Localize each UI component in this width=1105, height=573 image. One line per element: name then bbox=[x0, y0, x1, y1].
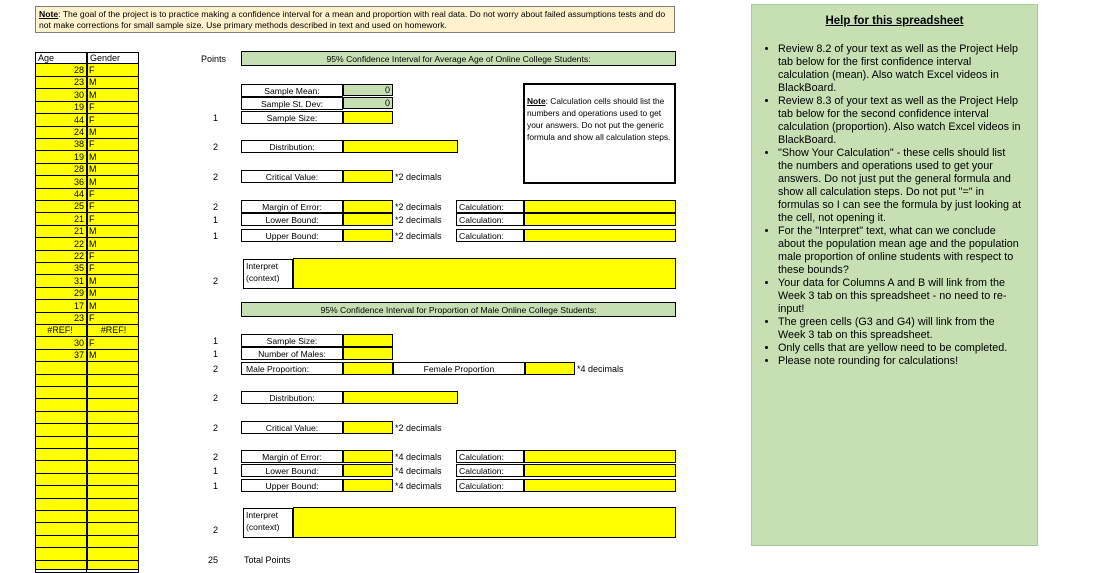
help-panel bbox=[751, 4, 1038, 546]
sample-sd-label: Sample St. Dev: bbox=[241, 97, 343, 110]
gender-header: Gender bbox=[87, 52, 139, 64]
upper-calc-label: Calculation: bbox=[456, 229, 524, 242]
age-cell[interactable]: 25 bbox=[35, 200, 87, 213]
gender-cell[interactable]: M bbox=[87, 238, 139, 251]
lower-calc-label: Calculation: bbox=[456, 213, 524, 226]
gender-cell[interactable]: F bbox=[87, 312, 139, 325]
age-cell[interactable]: 35 bbox=[35, 262, 87, 275]
margin-input[interactable] bbox=[343, 200, 393, 213]
gender-cell[interactable]: F bbox=[87, 213, 139, 226]
prop-interpret-input[interactable] bbox=[293, 507, 676, 538]
age-cell[interactable]: 29 bbox=[35, 287, 87, 300]
prop-lower-decimals-note: *4 decimals bbox=[395, 466, 442, 476]
age-cell[interactable] bbox=[35, 510, 87, 523]
points-prop-interpret: 2 bbox=[212, 525, 218, 535]
help-item: • Review 8.3 of your text as well as the Project Help tab below for the second confidence interval calculation (proportion). Also watch Excel videos in BlackBoard. bbox=[778, 95, 1023, 147]
help-item: • Your data for Columns A and B will link from the Week 3 tab on this spreadsheet - no need to re-input! bbox=[778, 277, 1023, 316]
help-item: • The green cells (G3 and G4) will link from the Week 3 tab on this spreadsheet. bbox=[778, 316, 1023, 342]
age-cell[interactable] bbox=[35, 535, 87, 548]
age-cell[interactable]: 31 bbox=[35, 275, 87, 288]
age-cell[interactable]: 17 bbox=[35, 300, 87, 313]
age-cell[interactable]: 44 bbox=[35, 114, 87, 127]
age-cell[interactable]: 23 bbox=[35, 312, 87, 325]
gender-cell[interactable]: F bbox=[87, 200, 139, 213]
points-prop-sample-size: 1 bbox=[212, 336, 218, 346]
critical-decimals-note: *2 decimals bbox=[395, 172, 442, 182]
critical-value-input[interactable] bbox=[343, 170, 393, 183]
gender-cell[interactable]: M bbox=[87, 287, 139, 300]
age-cell[interactable]: #REF! bbox=[35, 324, 87, 337]
points-prop-critical: 2 bbox=[212, 423, 218, 433]
age-cell[interactable]: 22 bbox=[35, 250, 87, 263]
gender-cell[interactable]: M bbox=[87, 89, 139, 102]
lower-calc-input[interactable] bbox=[524, 213, 676, 226]
gender-cell[interactable]: M bbox=[87, 176, 139, 189]
points-margin: 2 bbox=[212, 202, 218, 212]
points-upper: 1 bbox=[212, 231, 218, 241]
prop-upper-decimals-note: *4 decimals bbox=[395, 481, 442, 491]
age-cell[interactable]: 24 bbox=[35, 126, 87, 139]
lower-decimals-note: *2 decimals bbox=[395, 215, 442, 225]
lower-bound-input[interactable] bbox=[343, 213, 393, 226]
distribution-input[interactable] bbox=[343, 140, 458, 153]
age-cell[interactable]: 28 bbox=[35, 64, 87, 77]
age-cell[interactable]: 44 bbox=[35, 188, 87, 201]
gender-cell[interactable]: F bbox=[87, 262, 139, 275]
help-item: • For the "Interpret" text, what can we conclude about the population mean age and the population male proportion of online students with respect to these bounds? bbox=[778, 225, 1023, 277]
prop-margin-input[interactable] bbox=[343, 450, 393, 463]
points-critical: 2 bbox=[212, 172, 218, 182]
age-cell[interactable]: 36 bbox=[35, 176, 87, 189]
age-cell[interactable]: 38 bbox=[35, 138, 87, 151]
prop-lower-bound-input[interactable] bbox=[343, 464, 393, 477]
points-prop-lower: 1 bbox=[212, 466, 218, 476]
calculation-note bbox=[523, 83, 676, 184]
help-list bbox=[766, 43, 1023, 368]
points-distribution: 2 bbox=[212, 142, 218, 152]
gender-cell[interactable] bbox=[87, 411, 139, 424]
age-cell[interactable]: 22 bbox=[35, 238, 87, 251]
prop-margin-decimals-note: *4 decimals bbox=[395, 452, 442, 462]
project-note-label: Note bbox=[39, 9, 59, 19]
gender-cell[interactable]: M bbox=[87, 300, 139, 313]
sample-size-label: Sample Size: bbox=[241, 111, 343, 124]
critical-value-label: Critical Value: bbox=[241, 170, 343, 183]
age-cell[interactable]: 19 bbox=[35, 151, 87, 164]
age-cell[interactable] bbox=[35, 473, 87, 486]
interpret-label-line2: (context) bbox=[246, 273, 280, 283]
points-sample-size: 1 bbox=[212, 113, 218, 123]
help-item: • "Show Your Calculation" - these cells should list the numbers and operations used to get your answers. Do not just put the general formula and show all calculation steps. Do not put "=" in formulas so I can see the formula by just looking at the cell, not opening it. bbox=[778, 147, 1023, 225]
prop-sample-size-label: Sample Size: bbox=[241, 334, 343, 347]
prop-section-title: 95% Confidence Interval for Proportion of Male Online College Students: bbox=[241, 302, 676, 317]
female-prop-input[interactable] bbox=[525, 362, 575, 375]
num-males-input[interactable] bbox=[343, 347, 393, 360]
age-cell[interactable]: 21 bbox=[35, 213, 87, 226]
age-cell[interactable]: 28 bbox=[35, 163, 87, 176]
male-prop-label: Male Proportion: bbox=[241, 362, 343, 375]
prop-critical-value-label: Critical Value: bbox=[241, 421, 343, 434]
age-cell[interactable]: 19 bbox=[35, 101, 87, 114]
gender-cell[interactable]: #REF! bbox=[87, 324, 139, 337]
interpret-label bbox=[243, 259, 293, 289]
points-male-prop: 2 bbox=[212, 364, 218, 374]
age-cell[interactable]: 30 bbox=[35, 89, 87, 102]
points-prop-margin: 2 bbox=[212, 452, 218, 462]
prop-upper-bound-label: Upper Bound: bbox=[241, 479, 343, 492]
mean-section-title: 95% Confidence Interval for Average Age of Online College Students: bbox=[241, 51, 676, 66]
gender-cell[interactable]: F bbox=[87, 138, 139, 151]
age-header: Age bbox=[35, 52, 87, 64]
calculation-note-label: Note bbox=[527, 96, 546, 106]
help-item: • Review 8.2 of your text as well as the Project Help tab below for the first confidence interval calculation (mean). Also watch Excel videos in BlackBoard. bbox=[778, 43, 1023, 95]
margin-label: Margin of Error: bbox=[241, 200, 343, 213]
age-cell[interactable]: 23 bbox=[35, 76, 87, 89]
sample-mean-label: Sample Mean: bbox=[241, 84, 343, 97]
gender-cell[interactable]: F bbox=[87, 337, 139, 350]
prop-lower-calc-input[interactable] bbox=[524, 464, 676, 477]
gender-cell[interactable] bbox=[87, 535, 139, 548]
gender-cell[interactable]: M bbox=[87, 126, 139, 139]
gender-cell[interactable]: F bbox=[87, 114, 139, 127]
margin-calc-label: Calculation: bbox=[456, 200, 524, 213]
project-note bbox=[35, 6, 675, 33]
prop-lower-calc-label: Calculation: bbox=[456, 464, 524, 477]
age-cell[interactable] bbox=[35, 411, 87, 424]
calculation-note-text: : Calculation cells should list the numbers and operations used to get your answers. Do not put the generic formula and show all calculation steps. bbox=[527, 96, 671, 142]
help-item: • Please note rounding for calculations! bbox=[778, 355, 1023, 368]
gender-cell[interactable]: M bbox=[87, 151, 139, 164]
total-points-value: 25 bbox=[207, 555, 218, 565]
margin-calc-input[interactable] bbox=[524, 200, 676, 213]
help-item: • Only cells that are yellow need to be completed. bbox=[778, 342, 1023, 355]
project-note-text: : The goal of the project is to practice making a confidence interval for a mean and proportion with real data. Do not worry about failed assumptions tests and do not make corrections for small sample size. Use primary methods described in text and used on homework. bbox=[39, 9, 666, 30]
prop-sample-size-input[interactable] bbox=[343, 334, 393, 347]
prop-four-decimals-note: *4 decimals bbox=[577, 364, 624, 374]
sample-size-input[interactable] bbox=[343, 111, 393, 124]
points-num-males: 1 bbox=[212, 349, 218, 359]
prop-upper-calc-input[interactable] bbox=[524, 479, 676, 492]
points-lower: 1 bbox=[212, 215, 218, 225]
gender-cell[interactable]: F bbox=[87, 250, 139, 263]
points-header: Points bbox=[201, 54, 227, 64]
total-points-label: Total Points bbox=[244, 555, 291, 565]
age-cell[interactable]: 37 bbox=[35, 349, 87, 362]
upper-decimals-note: *2 decimals bbox=[395, 231, 442, 241]
prop-critical-value-input[interactable] bbox=[343, 421, 393, 434]
num-males-label: Number of Males: bbox=[241, 347, 343, 360]
age-cell[interactable] bbox=[35, 448, 87, 461]
prop-upper-calc-label: Calculation: bbox=[456, 479, 524, 492]
prop-interpret-label-line1: Interpret bbox=[246, 510, 279, 520]
male-prop-input[interactable] bbox=[343, 362, 393, 375]
gender-cell[interactable]: M bbox=[87, 225, 139, 238]
gender-cell[interactable] bbox=[87, 473, 139, 486]
margin-decimals-note: *2 decimals bbox=[395, 202, 442, 212]
prop-margin-calc-label: Calculation: bbox=[456, 450, 524, 463]
prop-lower-bound-label: Lower Bound: bbox=[241, 464, 343, 477]
points-prop-distribution: 2 bbox=[212, 393, 218, 403]
prop-interpret-label-line2: (context) bbox=[246, 522, 280, 532]
gender-cell[interactable] bbox=[87, 448, 139, 461]
sample-mean-value: 0 bbox=[343, 84, 393, 96]
upper-calc-input[interactable] bbox=[524, 229, 676, 242]
prop-upper-bound-input[interactable] bbox=[343, 479, 393, 492]
prop-margin-calc-input[interactable] bbox=[524, 450, 676, 463]
age-cell[interactable] bbox=[35, 386, 87, 399]
gender-cell[interactable]: M bbox=[87, 163, 139, 176]
lower-bound-label: Lower Bound: bbox=[241, 213, 343, 226]
help-title: Help for this spreadsheet bbox=[825, 15, 964, 27]
gender-cell[interactable] bbox=[87, 386, 139, 399]
gender-cell[interactable]: F bbox=[87, 188, 139, 201]
prop-distribution-label: Distribution: bbox=[241, 391, 343, 404]
prop-distribution-input[interactable] bbox=[343, 391, 458, 404]
age-cell[interactable]: 21 bbox=[35, 225, 87, 238]
interpret-label-line1: Interpret bbox=[246, 261, 279, 271]
gender-cell[interactable]: M bbox=[87, 349, 139, 362]
age-cell[interactable] bbox=[35, 560, 87, 573]
prop-interpret-label bbox=[243, 508, 293, 538]
upper-bound-label: Upper Bound: bbox=[241, 229, 343, 242]
prop-critical-decimals-note: *2 decimals bbox=[395, 423, 442, 433]
prop-margin-label: Margin of Error: bbox=[241, 450, 343, 463]
gender-cell[interactable] bbox=[87, 560, 139, 573]
female-prop-label: Female Proportion bbox=[393, 362, 525, 375]
distribution-label: Distribution: bbox=[241, 140, 343, 153]
gender-cell[interactable]: M bbox=[87, 275, 139, 288]
gender-cell[interactable]: F bbox=[87, 64, 139, 77]
points-prop-upper: 1 bbox=[212, 481, 218, 491]
upper-bound-input[interactable] bbox=[343, 229, 393, 242]
interpret-input[interactable] bbox=[293, 258, 676, 289]
gender-cell[interactable]: M bbox=[87, 76, 139, 89]
sample-sd-value: 0 bbox=[343, 97, 393, 109]
points-interpret: 2 bbox=[212, 276, 218, 286]
gender-cell[interactable] bbox=[87, 510, 139, 523]
age-cell[interactable]: 30 bbox=[35, 337, 87, 350]
gender-cell[interactable]: F bbox=[87, 101, 139, 114]
